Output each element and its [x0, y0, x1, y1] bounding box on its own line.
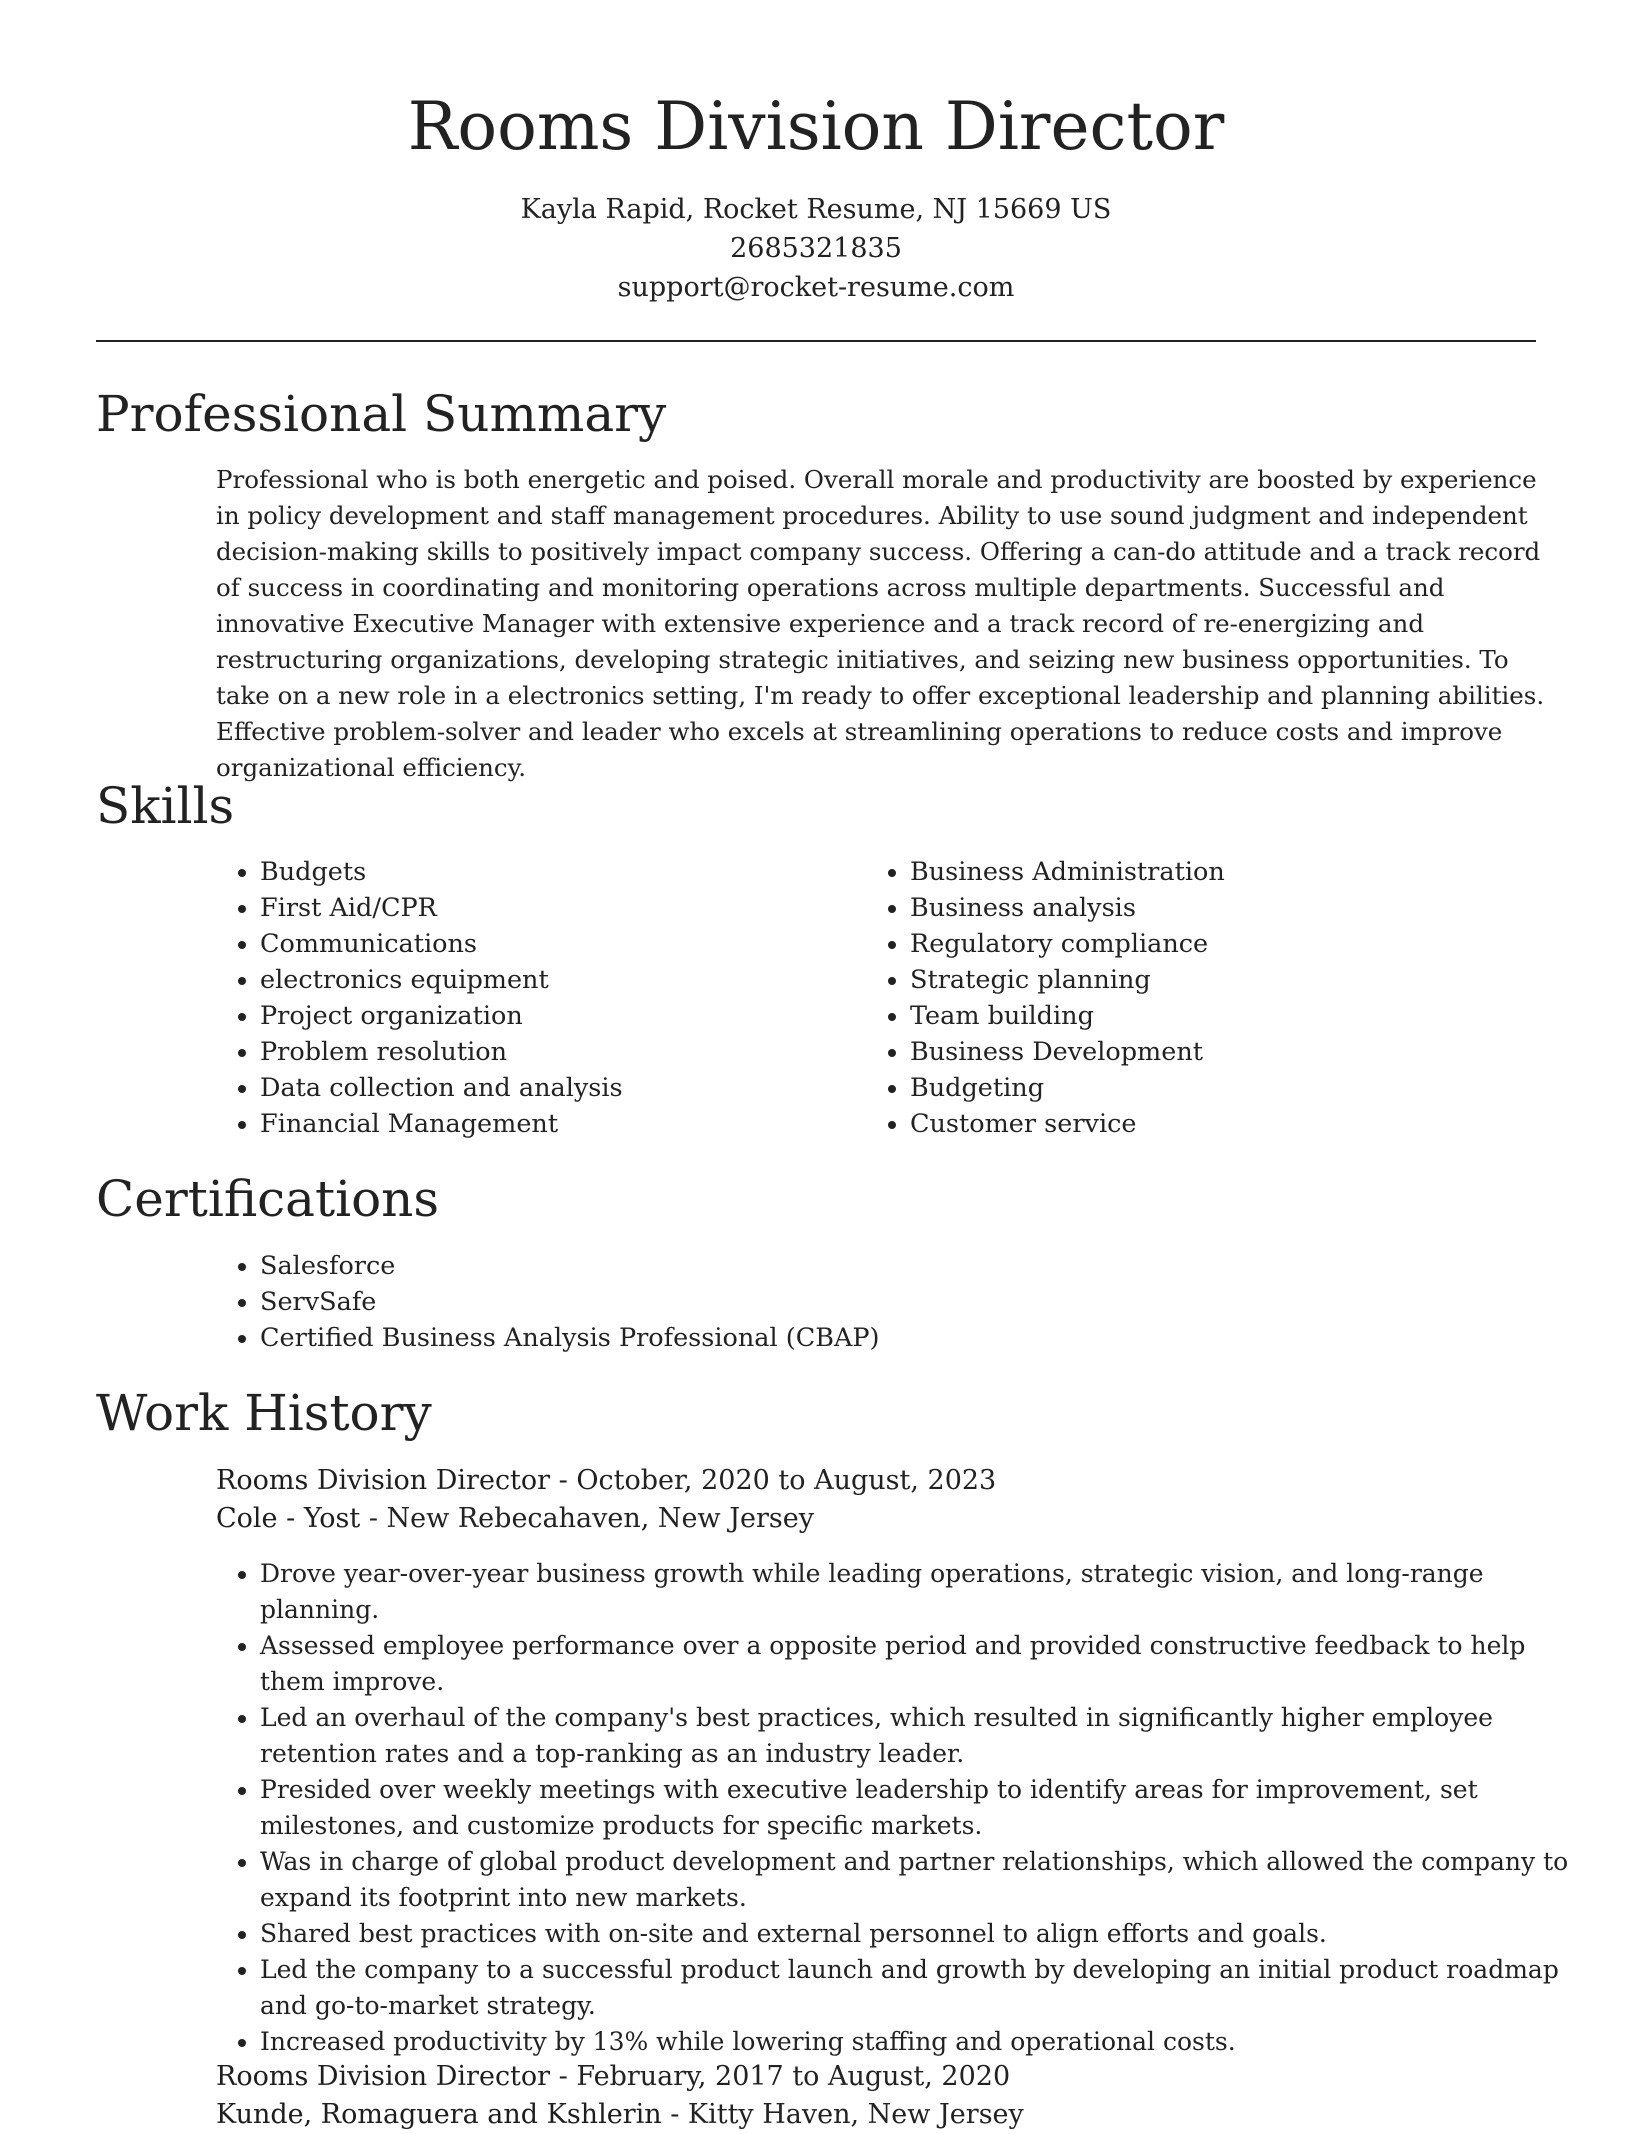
- skill-item: • Business analysis: [910, 890, 1225, 926]
- skill-item: • Financial Management: [260, 1106, 623, 1142]
- job-title-line: [216, 2058, 1010, 2096]
- job-company-line: [216, 2096, 1024, 2134]
- skill-item: • Business Administration: [910, 854, 1225, 890]
- skills-heading: Skills: [96, 777, 235, 835]
- job-duties-list: [216, 1556, 1590, 2060]
- job-title-line: [216, 1462, 996, 1500]
- job-duty-item: • Assessed employee performance over a opposite period and provided constructive feedback to help them improve.: [260, 1628, 1590, 1700]
- contact-address: Kayla Rapid, Rocket Resume, NJ 15669 US: [520, 194, 1112, 225]
- certifications-list: [216, 1248, 879, 1356]
- skill-item: • Data collection and analysis: [260, 1070, 623, 1106]
- certification-item: • Certified Business Analysis Professional (CBAP): [260, 1320, 879, 1356]
- skill-item: • Problem resolution: [260, 1034, 623, 1070]
- skills-list-right: [866, 854, 1225, 1142]
- skill-item: • Business Development: [910, 1034, 1225, 1070]
- job-duty-item: • Led an overhaul of the company's best practices, which resulted in significantly higher employee retention rates and a top-ranking as an industry leader.: [260, 1700, 1590, 1772]
- resume-title: Rooms Division Director: [407, 88, 1225, 165]
- skill-item: • Strategic planning: [910, 962, 1225, 998]
- skills-list-left: [216, 854, 623, 1142]
- contact-phone: 2685321835: [730, 233, 902, 264]
- skill-item: • Budgeting: [910, 1070, 1225, 1106]
- job-title: Rooms Division Director: [216, 1465, 551, 1496]
- job-dates: - February, 2017 to August, 2020: [550, 2061, 1011, 2092]
- job-location: - Kitty Haven, New Jersey: [661, 2099, 1024, 2130]
- summary-heading: Professional Summary: [96, 385, 667, 443]
- certification-item: • ServSafe: [260, 1284, 879, 1320]
- job-duty-item: • Shared best practices with on-site and external personnel to align efforts and goals.: [260, 1916, 1590, 1952]
- skill-item: • Team building: [910, 998, 1225, 1034]
- job-company: Cole - Yost: [216, 1503, 361, 1534]
- summary-text: Professional who is both energetic and poised. Overall morale and productivity are boosted by experience in policy development and staff management procedures. Ability to use sound judgment and independent decision-making skills to positively impact company success. Offering a can-do attitude and a track record of success in coordinating and monitoring operations across multiple departments. Successful and innovative Executive Manager with extensive experience and a track record of re-energizing and restructuring organizations, developing strategic initiatives, and seizing new business opportunities. To take on a new role in a electronics setting, I'm ready to offer exceptional leadership and planning abilities. Effective problem-solver and leader who excels at streamlining operations to reduce costs and improve organizational efficiency.: [216, 465, 1545, 782]
- job-dates: - October, 2020 to August, 2023: [550, 1465, 997, 1496]
- job-company-line: [216, 1500, 814, 1538]
- contact-block: [0, 190, 1632, 307]
- contact-email: support@rocket-resume.com: [617, 272, 1015, 303]
- job-duty-item: • Was in charge of global product development and partner relationships, which allowed the company to expand its footprint into new markets.: [260, 1844, 1590, 1916]
- skill-item: • Communications: [260, 926, 623, 962]
- job-duty-item: • Led the company to a successful product launch and growth by developing an initial product roadmap and go-to-market strategy.: [260, 1952, 1590, 2024]
- header-divider: [96, 340, 1536, 342]
- job-duty-item: • Drove year-over-year business growth while leading operations, strategic vision, and long-range planning.: [260, 1556, 1590, 1628]
- skill-item: • Project organization: [260, 998, 623, 1034]
- skill-item: • Regulatory compliance: [910, 926, 1225, 962]
- skill-item: • electronics equipment: [260, 962, 623, 998]
- certification-item: • Salesforce: [260, 1248, 879, 1284]
- work-history-heading: Work History: [96, 1384, 432, 1442]
- certifications-heading: Certifications: [96, 1170, 440, 1228]
- skill-item: • Budgets: [260, 854, 623, 890]
- job-title: Rooms Division Director: [216, 2061, 551, 2092]
- skill-item: • First Aid/CPR: [260, 890, 623, 926]
- job-duty-item: • Presided over weekly meetings with executive leadership to identify areas for improvement, set milestones, and customize products for specific markets.: [260, 1772, 1590, 1844]
- job-company: Kunde, Romaguera and Kshlerin: [216, 2099, 662, 2130]
- job-duty-item: • Increased productivity by 13% while lowering staffing and operational costs.: [260, 2024, 1590, 2060]
- job-location: - New Rebecahaven, New Jersey: [360, 1503, 815, 1534]
- skill-item: • Customer service: [910, 1106, 1225, 1142]
